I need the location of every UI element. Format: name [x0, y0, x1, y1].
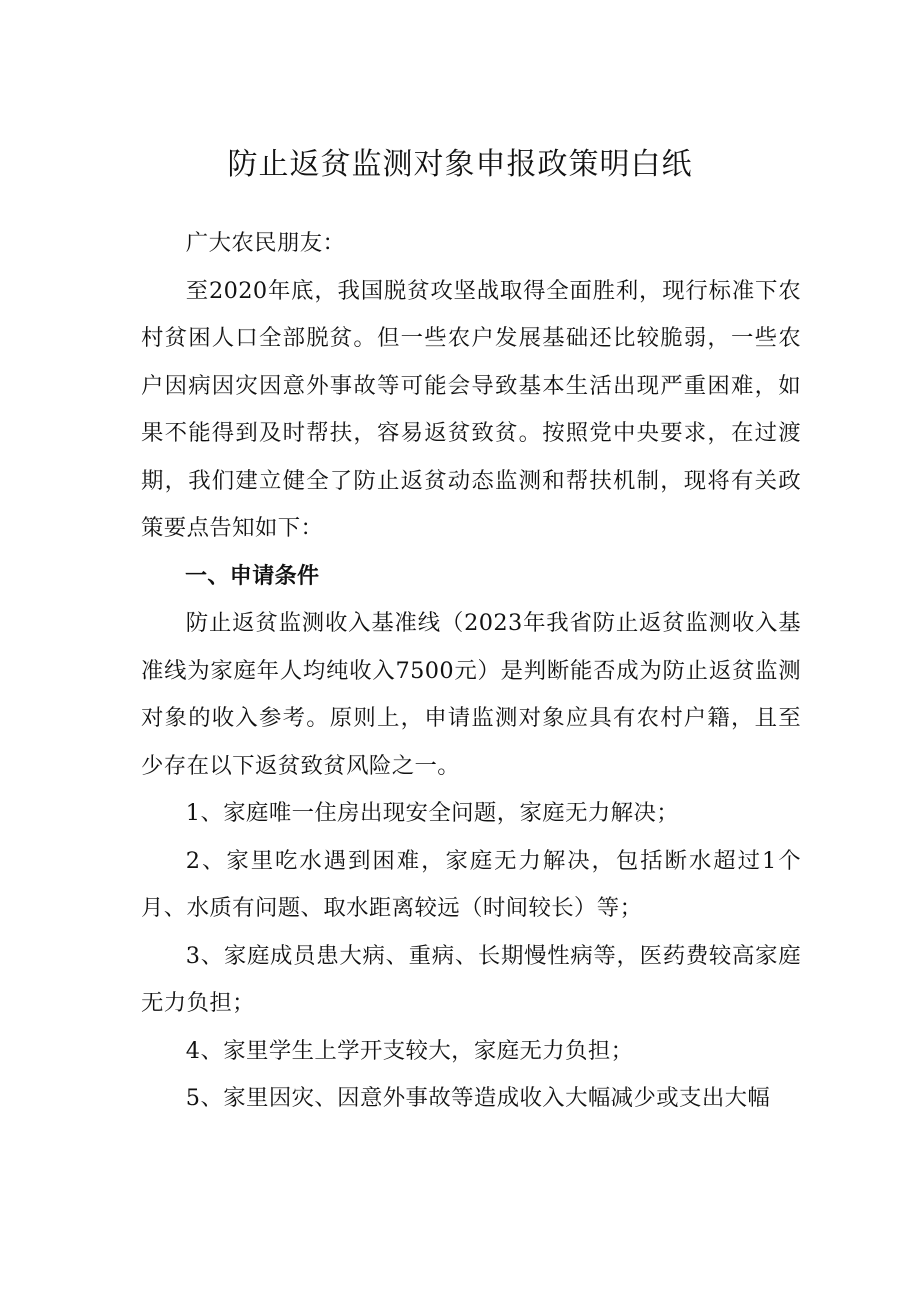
- section-heading-application-conditions: 一、申请条件: [185, 563, 320, 589]
- condition-item-1: 1、家庭唯一住房出现安全问题，家庭无力解决；: [185, 800, 680, 826]
- document-body: [141, 220, 801, 1123]
- condition-item-3: 3、家庭成员患大病、重病、长期慢性病等，医药费较高家庭无力负担；: [141, 942, 801, 1016]
- condition-item-4: 4、家里学生上学开支较大，家庭无力负担；: [185, 1037, 634, 1064]
- document-title: 防止返贫监测对象申报政策明白纸: [227, 147, 693, 182]
- condition-item-2: 2、家里吃水遇到困难，家庭无力解决，包括断水超过1个月、水质有问题、取水距离较远（时间较长）等；: [141, 847, 801, 921]
- section-paragraph: 防止返贫监测收入基准线（2023年我省防止返贫监测收入基准线为家庭年人均纯收入7500元）是判断能否成为防止返贫监测对象的收入参考。原则上，申请监测对象应具有农村户籍，且至少存在以下返贫致贫风险之一。: [141, 610, 801, 779]
- salutation: 广大农民朋友：: [185, 230, 346, 256]
- condition-item-5: 5、家里因灾、因意外事故等造成收入大幅减少或支出大幅: [185, 1085, 771, 1111]
- intro-paragraph: 至2020年底，我国脱贫攻坚战取得全面胜利，现行标准下农村贫困人口全部脱贫。但一些农户发展基础还比较脆弱，一些农户因病因灾因意外事故等可能会导致基本生活出现严重困难，如果不能得到及时帮扶，容易返贫致贫。按照党中央要求，在过渡期，我们建立健全了防止返贫动态监测和帮扶机制，现将有关政策要点告知如下：: [141, 277, 801, 541]
